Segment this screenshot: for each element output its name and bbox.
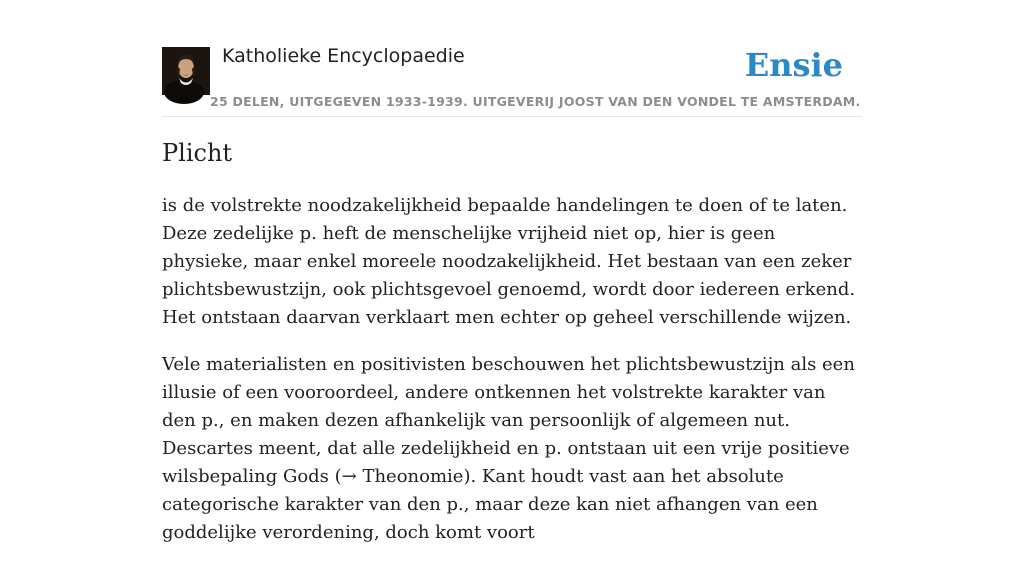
article-title: Plicht xyxy=(162,139,233,167)
page-container xyxy=(162,0,862,543)
ensie-logo-link[interactable]: Ensie xyxy=(744,46,843,84)
site-header xyxy=(162,0,862,117)
portrait-avatar-icon xyxy=(162,47,210,95)
site-title[interactable]: Katholieke Encyclopaedie xyxy=(222,45,465,67)
publication-subtitle: 25 DELEN, UITGEGEVEN 1933-1939. UITGEVERIJ JOOST VAN DEN VONDEL TE AMSTERDAM. xyxy=(210,94,861,109)
article-paragraph: Vele materialisten en positivisten beschouwen het plichtsbewustzijn als een illusie of een vooroordeel, andere ontkennen het volstrekte karakter van den p., en maken dezen afhankelijk van persoonlijk of algemeen nut. Descartes meent, dat alle zedelijkheid en p. ontstaan uit een vrije positieve wilsbepaling Gods (→ Theonomie). Kant houdt vast aan het absolute categorische karakter van den p., maar deze kan niet afhangen van een goddelijke verordening, doch komt voort xyxy=(162,354,855,543)
article-body xyxy=(162,192,862,566)
article-paragraph: is de volstrekte noodzakelijkheid bepaalde handelingen te doen of te laten. Deze zedelijke p. heft de menschelijke vrijheid niet op, hier is geen physieke, maar enkel moreele noodzakelijkheid. Het bestaan van een zeker plichtsbewustzijn, ook plichtsgevoel genoemd, wordt door iedereen erkend. Het ontstaan daarvan verklaart men echter op geheel verschillende wijzen. xyxy=(162,195,856,328)
